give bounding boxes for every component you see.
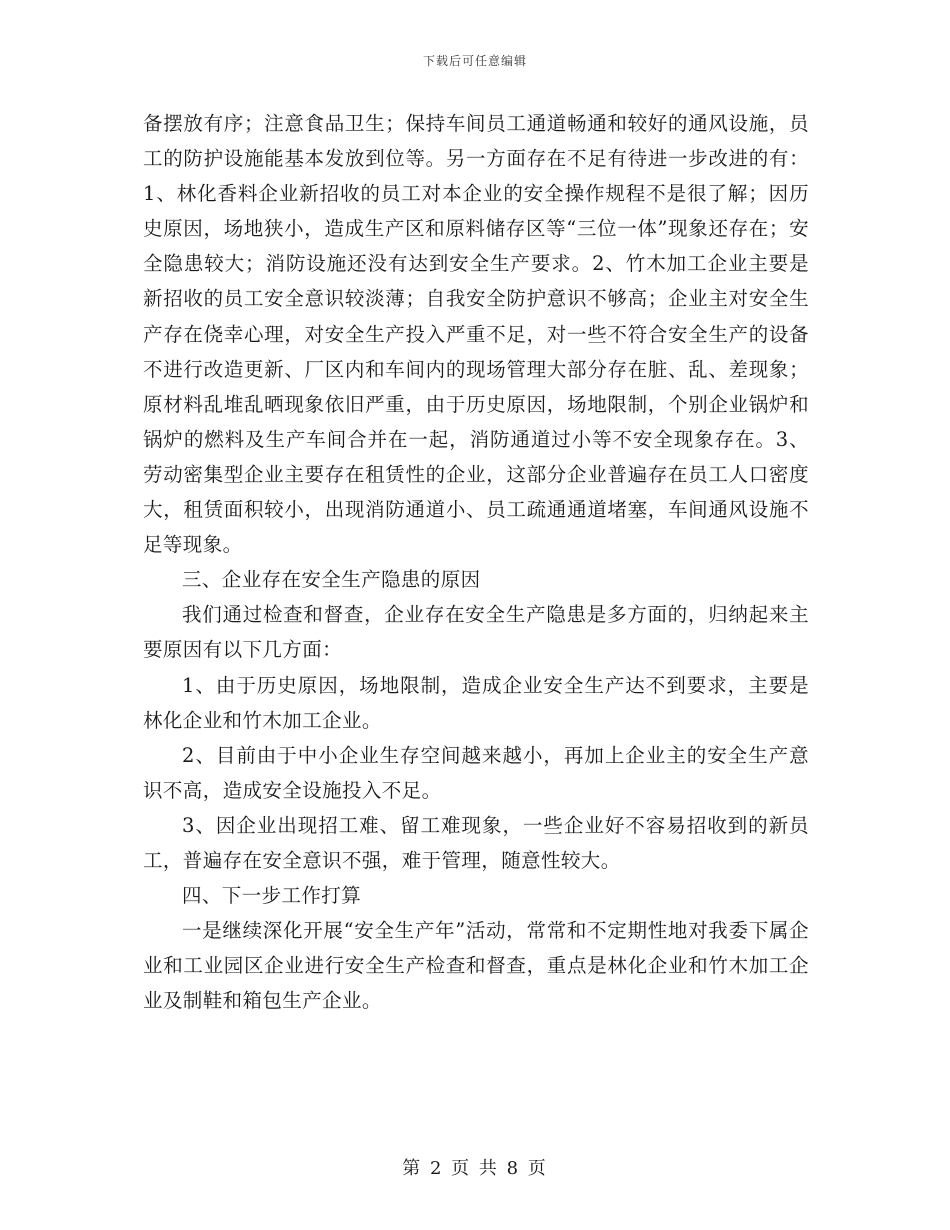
document-body — [143, 106, 809, 1018]
section-heading: 四、下一步工作打算 — [182, 884, 362, 908]
body-paragraph: 我们通过检查和督查，企业存在安全生产隐患是多方面的，归纳起来主要原因有以下几方面： — [143, 603, 809, 662]
page-header: 下载后可任意编辑 — [422, 54, 527, 68]
list-item: 1、由于历史原因，场地限制，造成企业安全生产达不到要求，主要是林化企业和竹木加工企业。 — [143, 673, 809, 732]
section-heading: 三、企业存在安全生产隐患的原因 — [182, 568, 481, 592]
page-number: 第 2 页 共 8 页 — [402, 1158, 548, 1179]
list-item: 3、因企业出现招工难、留工难现象，一些企业好不容易招收到的新员工，普遍存在安全意识不强，难于管理，随意性较大。 — [143, 813, 809, 872]
body-paragraph: 一是继续深化开展“安全生产年”活动，常常和不定期性地对我委下属企业和工业园区企业进行安全生产检查和督查，重点是林化企业和竹木加工企业及制鞋和箱包生产企业。 — [143, 919, 809, 1013]
list-item: 2、目前由于中小企业生存空间越来越小，再加上企业主的安全生产意识不高，造成安全设施投入不足。 — [143, 743, 809, 802]
body-paragraph: 备摆放有序；注意食品卫生；保持车间员工通道畅通和较好的通风设施，员工的防护设施能基本发放到位等。另一方面存在不足有待进一步改进的有：1、林化香料企业新招收的员工对本企业的安全操作规程不是很了解；因历史原因，场地狭小，造成生产区和原料储存区等“三位一体”现象还存在；安全隐患较大；消防设施还没有达到安全生产要求。2、竹木加工企业主要是新招收的员工安全意识较淡薄；自我安全防护意识不够高；企业主对安全生产存在侥幸心理，对安全生产投入严重不足，对一些不符合安全生产的设备不进行改造更新、厂区内和车间内的现场管理大部分存在脏、乱、差现象；原材料乱堆乱晒现象依旧严重，由于历史原因，场地限制，个别企业锅炉和锅炉的燃料及生产车间合并在一起，消防通道过小等不安全现象存在。3、劳动密集型企业主要存在租赁性的企业，这部分企业普遍存在员工人口密度大，租赁面积较小，出现消防通道小、员工疏通通道堵塞，车间通风设施不足等现象。 — [143, 112, 809, 557]
